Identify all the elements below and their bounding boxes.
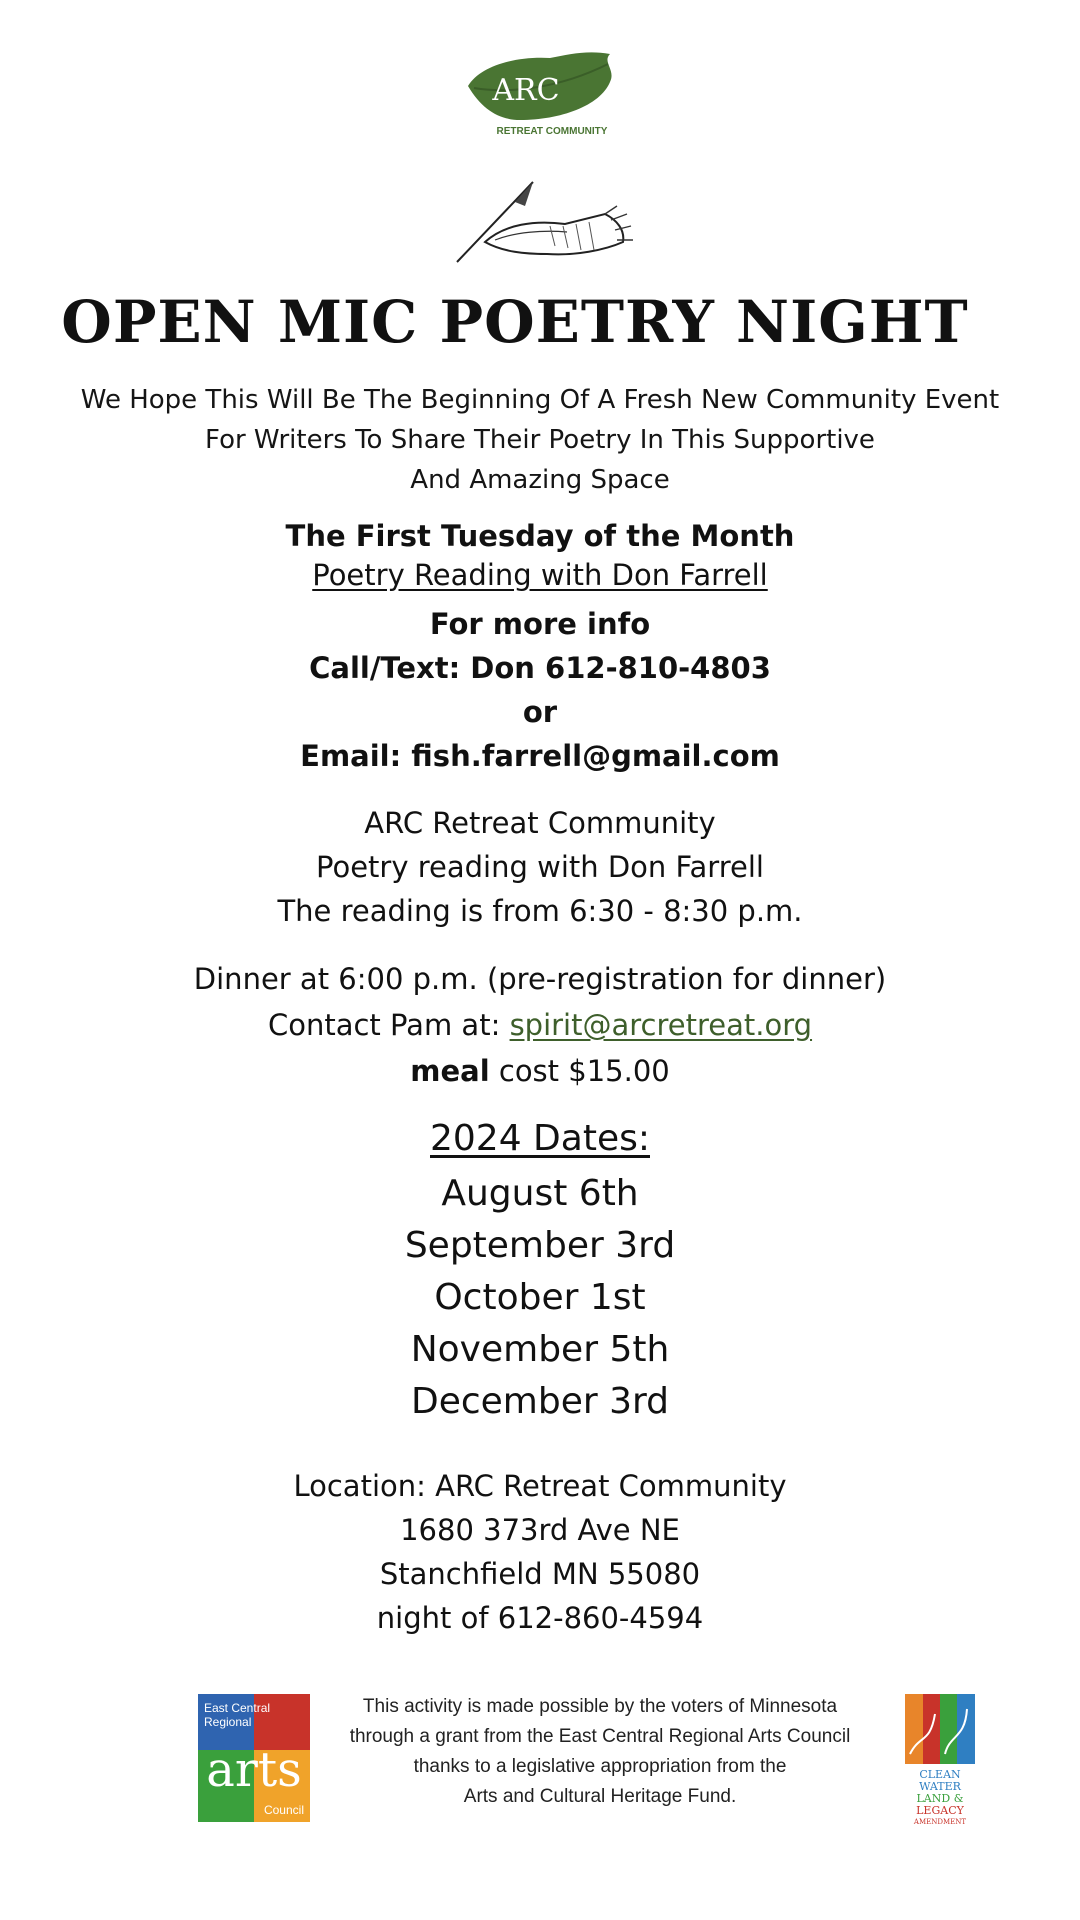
clean-logo-l1: CLEAN: [919, 1768, 961, 1781]
arts-logo-small: Council: [263, 1803, 304, 1817]
location-line-2: 1680 373rd Ave NE: [400, 1513, 680, 1547]
arc-logo-sub: RETREAT COMMUNITY: [496, 126, 608, 137]
clean-logo-l2: WATER: [919, 1780, 961, 1793]
footer-line: through a grant from the East Central Regional Arts Council: [349, 1726, 851, 1747]
meal-cost: [0, 1054, 1080, 1088]
email-line: Email: fish.farrell@gmail.com: [300, 739, 780, 773]
intro-line-2: For Writers To Share Their Poetry In This Supportive: [205, 425, 875, 455]
date-item: November 5th: [410, 1329, 670, 1370]
intro-line-3: And Amazing Space: [410, 465, 670, 495]
date-item: October 1st: [434, 1277, 646, 1318]
legacy-amendment-logo: [905, 1694, 975, 1826]
date-item: August 6th: [441, 1173, 639, 1214]
schedule-when: The First Tuesday of the Month: [285, 519, 795, 553]
more-info: For more info: [429, 607, 651, 641]
clean-logo-l5: AMENDMENT: [913, 1818, 967, 1826]
location-line-4: night of 612-860-4594: [376, 1601, 704, 1635]
event-venue: ARC Retreat Community: [364, 806, 716, 840]
date-item: September 3rd: [404, 1225, 676, 1266]
event-reading: Poetry reading with Don Farrell: [316, 850, 764, 884]
location-line-1: Location: ARC Retreat Community: [293, 1469, 787, 1503]
schedule-reading: Poetry Reading with Don Farrell: [312, 558, 768, 592]
call-text: Call/Text: Don 612-810-4803: [309, 651, 771, 685]
location-line-3: Stanchfield MN 55080: [379, 1557, 701, 1591]
dinner-line: Dinner at 6:00 p.m. (pre-registration for dinner): [193, 962, 887, 996]
footer-line: Arts and Cultural Heritage Fund.: [463, 1786, 737, 1807]
meal-cost-bold: meal: [410, 1054, 490, 1088]
or-text: or: [522, 695, 558, 729]
arts-logo-big: arts: [206, 1742, 302, 1798]
event-title: OPEN MIC POETRY NIGHT: [61, 288, 969, 356]
arc-logo-text: ARC: [492, 73, 560, 108]
footer-line: thanks to a legislative appropriation from the: [413, 1756, 787, 1777]
contact-email-link[interactable]: spirit@arcretreat.org: [509, 1008, 813, 1042]
dinner-contact: [0, 1008, 1080, 1042]
clean-logo-l4: LEGACY: [916, 1804, 964, 1817]
contact-label: Contact Pam at:: [267, 1008, 510, 1042]
arts-council-logo: [198, 1694, 310, 1822]
clean-logo-l3: LAND &: [916, 1792, 964, 1805]
arts-logo-line2: Regional: [204, 1715, 252, 1729]
footer-credit: [320, 1692, 880, 1812]
quill-hand-icon: [455, 180, 635, 265]
footer-line: This activity is made possible by the voters of Minnesota: [362, 1696, 838, 1717]
arts-logo-line1: East Central: [204, 1701, 271, 1715]
dates-heading: 2024 Dates:: [430, 1118, 650, 1159]
date-item: December 3rd: [410, 1381, 670, 1422]
intro-line-1: We Hope This Will Be The Beginning Of A Fresh New Community Event: [80, 385, 1000, 415]
event-time: The reading is from 6:30 - 8:30 p.m.: [277, 894, 803, 928]
meal-cost-rest: cost $15.00: [489, 1054, 670, 1088]
arc-logo: [460, 48, 630, 138]
